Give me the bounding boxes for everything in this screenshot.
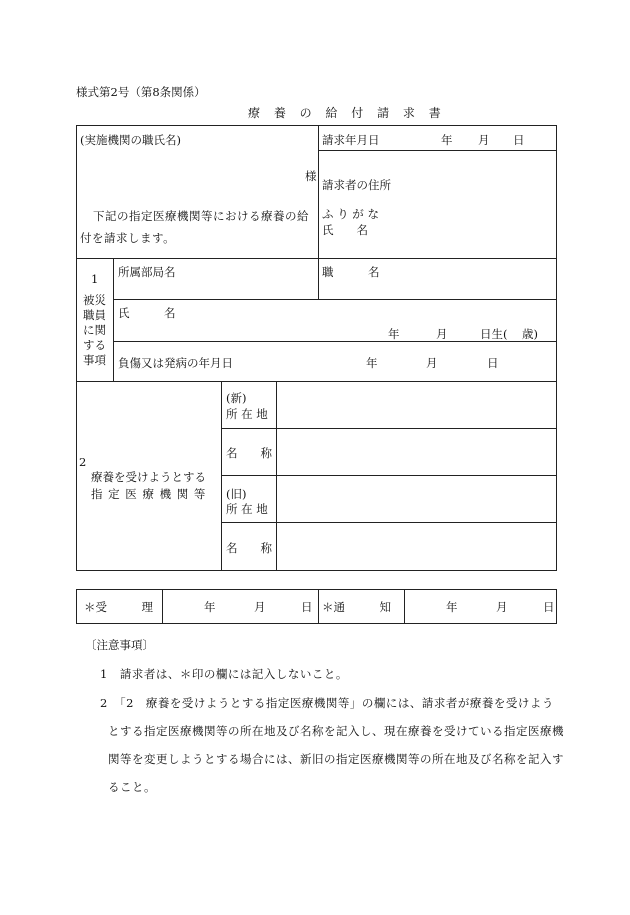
request-text-2: 付を請求します。 (80, 231, 176, 245)
institution-label: (実施機関の職氏名) (80, 133, 181, 147)
notified-label: ＊通 知 (322, 600, 391, 614)
department-label: 所属部局名 (118, 265, 176, 279)
received-year-unit: 年 (204, 600, 216, 614)
old-mark: (旧) (226, 487, 247, 501)
section2-label-2: 指 定 医 療 機 関 等 (91, 487, 207, 501)
note-item-2-line-3: 関等を変更しようとする場合には、新旧の指定医療機関等の所在地及び名称を記入す (108, 752, 564, 766)
new-mark: (新) (226, 391, 247, 405)
notes-heading: 〔注意事項〕 (85, 638, 154, 652)
birth-year-unit: 年 (388, 327, 400, 341)
age-unit: 歳) (522, 327, 538, 341)
birth-day-label: 日生( (480, 327, 508, 341)
job-title-label: 職 名 (322, 265, 380, 279)
old-name-label: 名 称 (226, 541, 272, 555)
request-day-unit: 日 (513, 133, 525, 147)
injury-day-unit: 日 (487, 356, 499, 370)
section1-vertical-label: 被災 職員 に関 する 事項 (83, 293, 106, 367)
received-month-unit: 月 (254, 600, 266, 614)
birth-month-unit: 月 (436, 327, 448, 341)
furigana-label: ふ り が な (322, 207, 379, 221)
request-date-label: 請求年月日 (322, 133, 380, 147)
injury-month-unit: 月 (426, 356, 438, 370)
note-item-2-line-1: 2 「2 療養を受けようとする指定医療機関等」の欄には、請求者が療養を受けよう (100, 696, 554, 710)
injury-year-unit: 年 (366, 356, 378, 370)
request-year-unit: 年 (441, 133, 453, 147)
request-month-unit: 月 (478, 133, 490, 147)
note-item-2-line-2: とする指定医療機関等の所在地及び名称を記入し、現在療養を受けている指定医療機 (108, 724, 564, 738)
section2-label-1: 療養を受けようとする (91, 470, 206, 484)
note-item-1: 1 請求者は、＊印の欄には記入しないこと。 (100, 667, 348, 681)
page-title: 療 養 の 給 付 請 求 書 (248, 106, 446, 120)
section2-number: 2 (79, 455, 87, 469)
new-address-label: 所 在 地 (226, 407, 268, 421)
request-text-1: 下記の指定医療機関等における療養の給 (93, 209, 309, 223)
notified-month-unit: 月 (496, 600, 508, 614)
requester-address-label: 請求者の住所 (322, 178, 391, 192)
note-item-2-line-4: ること。 (108, 780, 156, 794)
received-day-unit: 日 (301, 600, 313, 614)
notified-year-unit: 年 (446, 600, 458, 614)
injury-date-label: 負傷又は発病の年月日 (118, 356, 233, 370)
requester-name-label: 氏 名 (322, 223, 368, 237)
form-id: 様式第2号（第8条関係） (76, 85, 206, 99)
honorific: 様 (305, 169, 317, 183)
received-label: ＊受 理 (84, 600, 153, 614)
new-name-label: 名 称 (226, 446, 272, 460)
section1-number: 1 (91, 272, 99, 286)
notified-day-unit: 日 (543, 600, 555, 614)
old-address-label: 所 在 地 (226, 502, 268, 516)
employee-name-label: 氏 名 (118, 306, 176, 320)
